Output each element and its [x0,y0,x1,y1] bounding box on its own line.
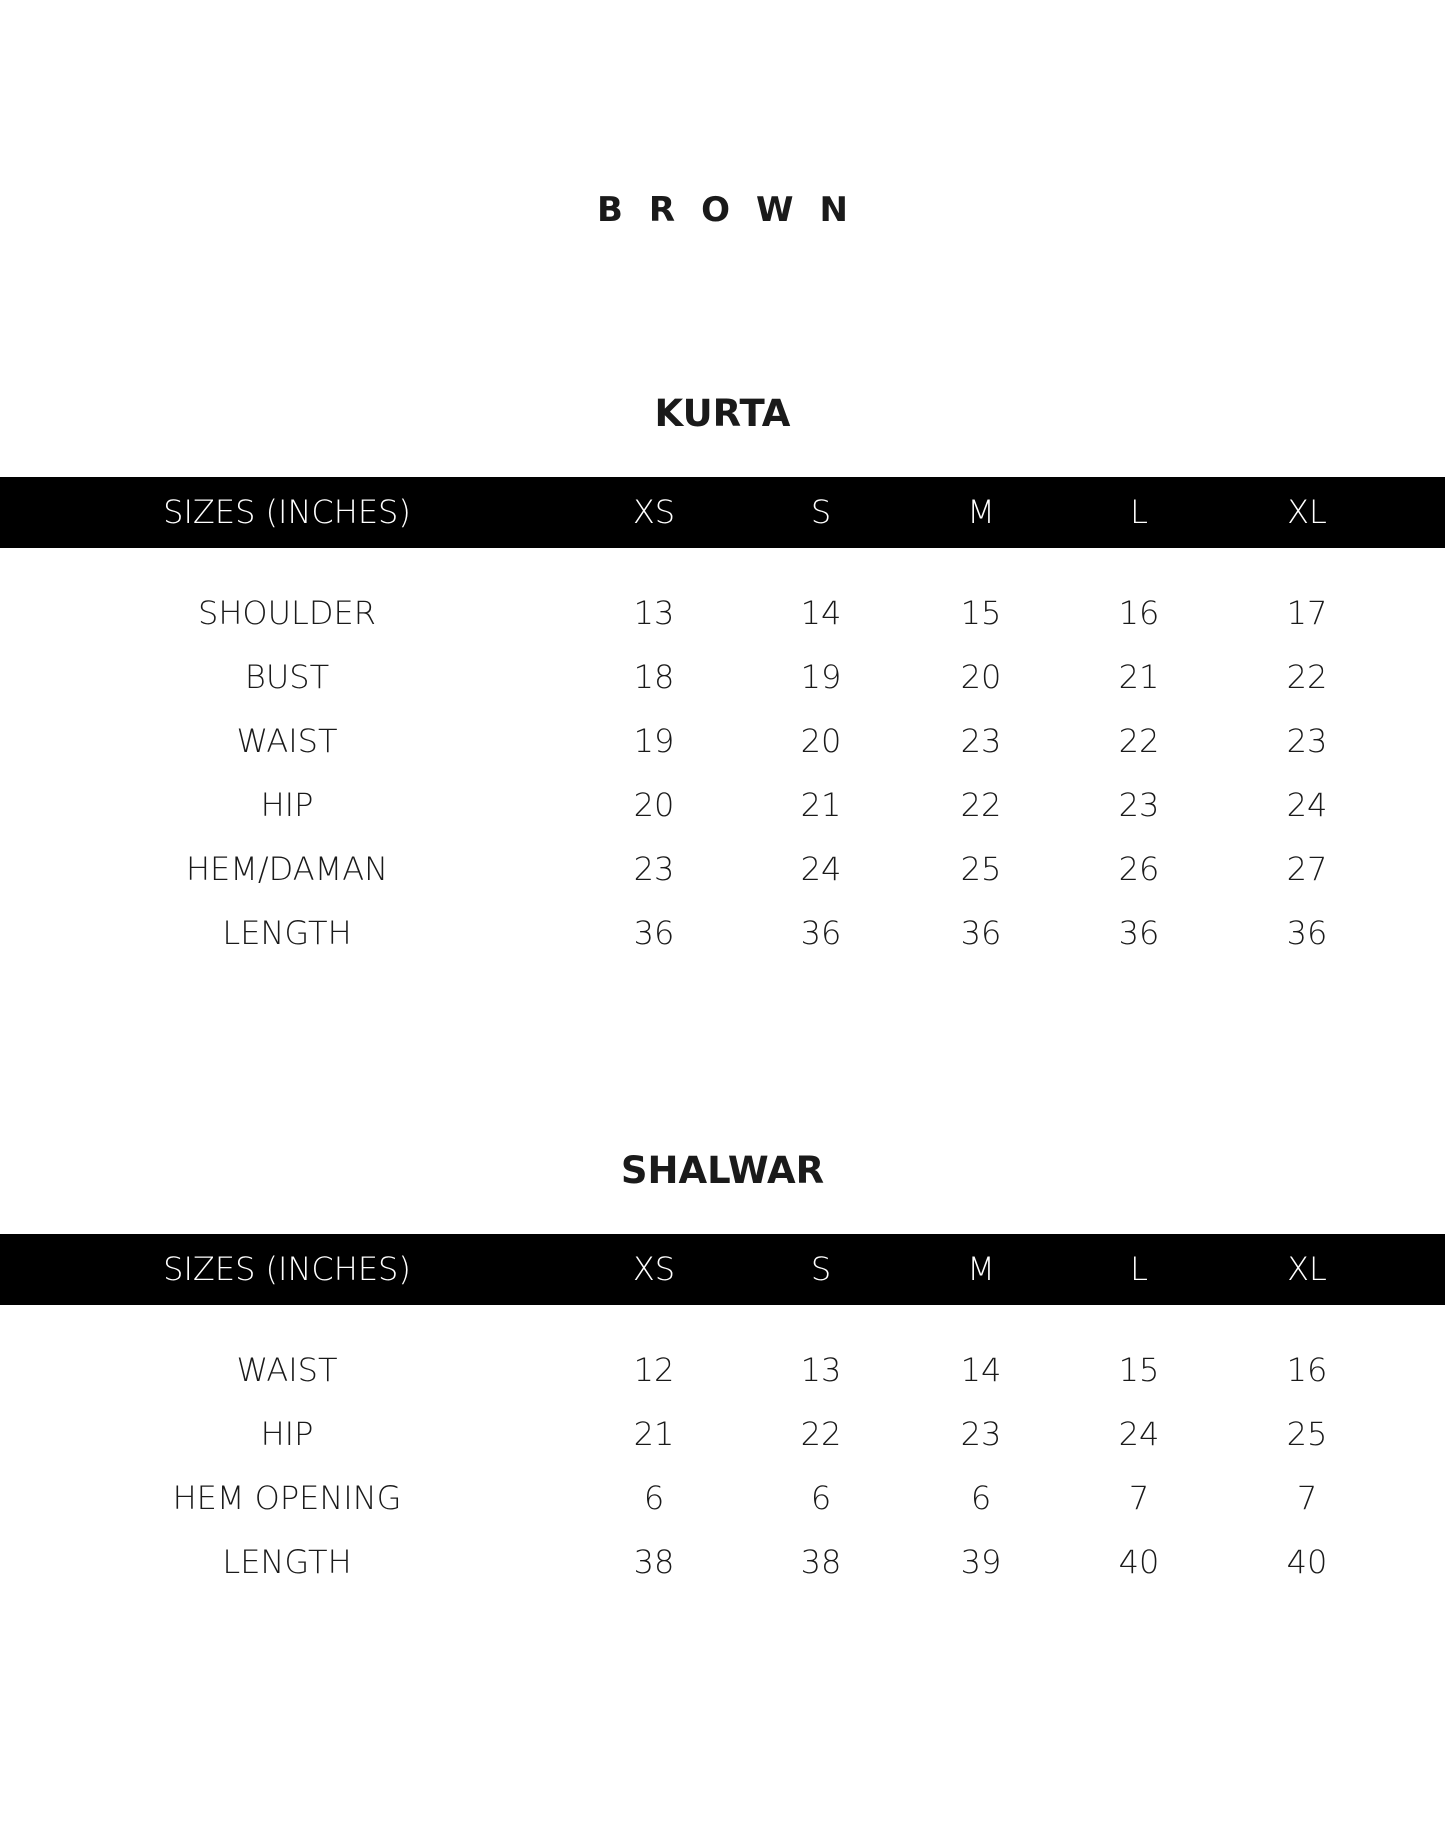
measurement-label: HEM OPENING [172,1479,402,1517]
size-value: 38 [633,1543,675,1581]
size-value: 26 [1118,850,1160,888]
size-value: 23 [1118,786,1160,824]
size-value: 23 [960,722,1002,760]
size-value: 22 [800,1415,842,1453]
size-value: 24 [1286,786,1328,824]
table-row [0,1414,1445,1454]
size-value: 18 [633,658,675,696]
size-value: 23 [960,1415,1002,1453]
header-cell-xl: XL [1287,493,1327,531]
table-header [0,1234,1445,1305]
size-value: 36 [1118,914,1160,952]
size-value: 22 [1118,722,1160,760]
size-value: 16 [1118,594,1160,632]
size-value: 27 [1286,850,1328,888]
size-value: 36 [800,914,842,952]
size-value: 23 [633,850,675,888]
size-value: 36 [1286,914,1328,952]
measurement-label: SHOULDER [198,594,376,632]
measurement-label: WAIST [236,1351,338,1389]
size-value: 20 [633,786,675,824]
size-value: 25 [960,850,1002,888]
size-value: 25 [1286,1415,1328,1453]
size-value: 7 [1128,1479,1150,1517]
measurement-label: LENGTH [222,1543,352,1581]
size-value: 14 [960,1351,1002,1389]
size-value: 13 [633,594,675,632]
header-cell-m: M [967,493,995,531]
header-cell-s: S [810,1250,832,1288]
table-row [0,1350,1445,1390]
table-row [0,1542,1445,1582]
header-cell-xs: XS [632,493,676,531]
header-cell-l: L [1130,493,1148,531]
header-cell-s: S [810,493,832,531]
measurement-label: BUST [244,658,330,696]
size-value: 6 [810,1479,832,1517]
size-value: 36 [960,914,1002,952]
size-value: 6 [970,1479,992,1517]
size-value: 12 [633,1351,675,1389]
size-value: 24 [800,850,842,888]
size-value: 13 [800,1351,842,1389]
size-value: 6 [643,1479,665,1517]
size-value: 21 [633,1415,675,1453]
brand-logo: BROWN [597,190,874,230]
table-row [0,913,1445,953]
size-value: 19 [800,658,842,696]
table-row [0,849,1445,889]
shalwar-title: SHALWAR [620,1149,825,1192]
size-value: 17 [1286,594,1328,632]
size-value: 20 [800,722,842,760]
measurement-label: WAIST [236,722,338,760]
size-value: 40 [1286,1543,1328,1581]
header-cell-xl: XL [1287,1250,1327,1288]
size-value: 39 [960,1543,1002,1581]
measurement-label: HEM/DAMAN [185,850,389,888]
size-value: 22 [960,786,1002,824]
measurement-label: LENGTH [222,914,352,952]
header-cell-m: M [967,1250,995,1288]
measurement-label: HIP [260,1415,314,1453]
size-value: 22 [1286,658,1328,696]
table-row [0,657,1445,697]
size-value: 7 [1296,1479,1318,1517]
kurta-title: KURTA [654,392,791,435]
size-value: 40 [1118,1543,1160,1581]
size-value: 20 [960,658,1002,696]
table-row [0,721,1445,761]
measurement-label: HIP [260,786,314,824]
size-value: 23 [1286,722,1328,760]
size-value: 14 [800,594,842,632]
table-row [0,1478,1445,1518]
header-cell-sizes: SIZES (INCHES) [163,493,411,531]
header-cell-sizes: SIZES (INCHES) [163,1250,411,1288]
table-header [0,477,1445,548]
size-value: 15 [1118,1351,1160,1389]
size-value: 24 [1118,1415,1160,1453]
header-cell-xs: XS [632,1250,676,1288]
size-value: 36 [633,914,675,952]
table-row [0,785,1445,825]
size-value: 38 [800,1543,842,1581]
size-value: 21 [1118,658,1160,696]
size-value: 16 [1286,1351,1328,1389]
size-value: 21 [800,786,842,824]
header-cell-l: L [1130,1250,1148,1288]
size-value: 19 [633,722,675,760]
table-row [0,593,1445,633]
size-value: 15 [960,594,1002,632]
